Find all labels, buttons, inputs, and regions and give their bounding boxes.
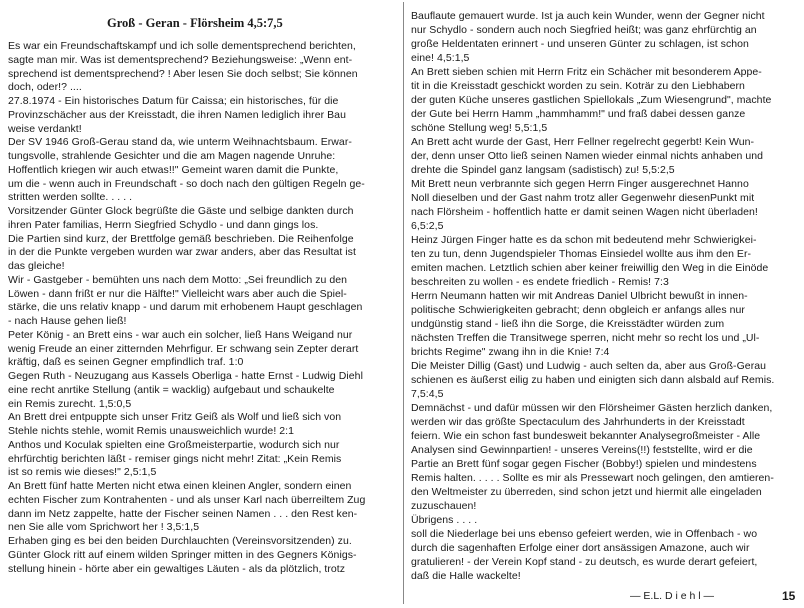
text-line: An Brett acht wurde der Gast, Herr Fellner regelrecht gegerbt! Kein Wun- [411, 136, 755, 148]
text-line: emiten machen. Letztlich schien aber keiner freiwillig den Weg in die Einöde [411, 262, 769, 274]
text-line: undgünstig stand - ließ ihn die Sorge, die Kreisstädter würden zum [411, 318, 725, 330]
text-line: schöne Stellung weg! 5,5:1,5 [411, 122, 548, 134]
text-line: stritten werden sollte. . . . . [8, 191, 133, 204]
text-line: soll die Niederlage bei uns ebenso gefeiert werden, wie in Offenbach - wo [411, 528, 758, 540]
text-line: zuzuschauen! [411, 500, 477, 512]
text-line: nur Schydlo - sondern auch noch Siegfried heißt; was ganz ehrfürchtig an [411, 24, 757, 36]
text-line: Wir - Gastgeber - bemühten uns nach dem Motto: „Sei freundlich zu den [8, 273, 348, 286]
column-divider [403, 2, 404, 604]
text-line: Provinzschächer aus der Kreisstadt, die ihren Namen lediglich ihrer Bau [8, 108, 346, 121]
text-line: sprechend ist dementsprechend? ! Aber lesen Sie doch selbst; Sie können [8, 67, 358, 80]
text-line: echten Fischer zum Kontrahenten - und als unser Karl nach überreiltem Zug [8, 493, 366, 506]
text-line: der guten Küche unseres gastlichen Spiellokals „Zum Wiesengrund", machte [411, 94, 772, 106]
text-line: eine recht anrtike Stellung (antik = wacklig) aufgebaut und schaukelte [8, 383, 335, 396]
text-line: Es war ein Freundschaftskampf und ich solle dementsprechend berichten, [8, 40, 356, 52]
text-line: weise verdankt! [8, 122, 82, 135]
text-line: An Brett fünf hatte Merten nicht etwa einen kleinen Angler, sondern einen [8, 480, 352, 492]
text-line: tit in die Kreisstadt geschickt worden zu sein. Koträr zu den Liebhabern [411, 80, 745, 92]
text-line: um die - wenn auch in Freundschaft - so doch nach den gültigen Regeln ge- [8, 177, 365, 190]
text-line: Anthos und Koculak spielten eine Großmeisterpartie, wodurch sich nur [8, 438, 340, 451]
author-signature: — E.L. D i e h l — [630, 590, 715, 602]
text-line: wenig Freude an einer zitternden Mehrfigur. Er schwang sein Zepter derart [8, 342, 359, 355]
article-title: Groß - Geran - Flörsheim 4,5:7,5 [107, 16, 283, 30]
text-line: 6,5:2,5 [411, 220, 444, 232]
text-line: tungsvolle, strahlende Gesichter und die am Magen nagende Unruhe: [8, 150, 336, 162]
text-line: ist so remis wie dieses!" 2,5:1,5 [8, 466, 157, 479]
text-line: beschreiten zu wollen - es endete friedlich - Remis! 7:3 [411, 276, 669, 288]
text-line: der Gute bei Herrn Hamm „hammhamm!" und fraß dabei dessen ganze [411, 108, 746, 120]
text-line: doch, oder!? .... [8, 81, 82, 94]
text-line: ten zu tun, denn Jugendspieler Thomas Einsiedel wollte aus ihm den Er- [411, 248, 752, 260]
text-line: nach Flörsheim - hoffentlich hatte er damit seinen Wagen nicht überladen! [411, 206, 758, 218]
page-number: 15 [782, 589, 796, 603]
text-line: Peter König - an Brett eins - war auch ein solcher, ließ Hans Weigand nur [8, 328, 353, 341]
text-line: ehrfürchtig berichten läßt - remiser gings nicht mehr! Zitat: „Kein Remis [8, 452, 342, 465]
text-line: gratulieren! - der Verein Kopf stand - zu deutsch, es wurde derart gefeiert, [411, 556, 758, 568]
text-line: 27.8.1974 - Ein historisches Datum für Caissa; ein historisches, für die [8, 95, 339, 107]
text-line: schienen es äußerst eilig zu haben und einigten sich dann alsbald auf Remis. [411, 374, 775, 386]
text-line: durch die sagenhaften Erfolge einer dort ansässigen Amazone, auch wir [411, 542, 750, 554]
text-line: Die Partien sind kurz, der Brettfolge gemäß beschrieben. Die Reihenfolge [8, 232, 354, 245]
text-line: kräftig, daß es seinen Gegner empfindlich traf. 1:0 [8, 356, 244, 369]
text-line: Die Meister Dillig (Gast) und Ludwig - auch selten da, aber aus Groß-Gerau [411, 360, 767, 372]
text-line: werden wir das größte Spectaculum des Jahrhunderts in der Kreisstadt [411, 416, 745, 428]
text-line: Stehle nichts stehle, womit Remis unausweichlich wurde! 2:1 [8, 425, 294, 437]
text-line: An Brett sieben schien mit Herrn Fritz ein Schächer mit besonderem Appe- [411, 66, 762, 78]
text-line: ihren Pater familias, Herrn Siegfried Schydlo - und dann gings los. [8, 218, 319, 231]
text-line: stellung hinein - hörte aber ein gewaltiges Läuten - als da plötzlich, trotz [8, 562, 346, 575]
text-line: der, denn unser Otto ließ seinen Namen wieder einmal nichts anhaben und [411, 150, 764, 162]
text-line: 7,5:4,5 [411, 388, 444, 400]
text-line: Analysen sind Gewinnpartien! - unseres Vereins(!!) feststellte, wird er die [411, 444, 753, 456]
text-line: Löwen - dann frißt er nur die Hälfte!" Vielleicht wars aber auch die Spiel- [8, 287, 347, 300]
text-line: sagte man mir. Was ist dementsprechend? Beziehungsweise: „Wenn ent- [8, 53, 353, 66]
text-line: drehte die Spindel ganz langsam (sadistisch) zu! 5,5:2,5 [411, 164, 675, 176]
text-line: ein Remis zurecht. 1,5:0,5 [8, 397, 132, 410]
text-line: Remis halten. . . . . Sollte es mir als Pressewart noch gelingen, den amtieren- [411, 472, 774, 484]
text-line: Heinz Jürgen Finger hatte es da schon mit bedeutend mehr Schwierigkei- [411, 234, 757, 246]
text-line: den Weltmeister zu überreden, sind schon jetzt und hiermit alle eingeladen [411, 486, 762, 498]
text-line: in der die Punkte vergeben wurden war zwar anders, aber das Resultat ist [8, 246, 356, 259]
text-line: brichts Regime" zwang ihn in die Knie! 7:4 [411, 346, 610, 358]
text-line: daß die Halle wackelte! [411, 570, 521, 582]
text-line: An Brett drei entpuppte sich unser Fritz Geiß als Wolf und ließ sich von [8, 411, 342, 424]
text-line: Vorsitzender Günter Glock begrüßte die Gäste und selbige dankten durch [8, 205, 354, 217]
text-line: Partie an Brett fünf sogar gegen Fischer (Bobby!) spielen und mindestens [411, 458, 757, 470]
text-line: politische Schwierigkeiten gebracht; denn obgleich er anfangs alles nur [411, 304, 745, 316]
text-line: eine! 4,5:1,5 [411, 52, 470, 64]
text-line: Herrn Neumann hatten wir mit Andreas Daniel Ulbricht bewußt in innen- [411, 290, 748, 302]
text-line: Erhaben ging es bei den beiden Durchlauchten (Vereinsvorsitzenden) zu. [8, 535, 352, 547]
text-line: Hoffentlich kriegen wir auch etwas!!" Gemeint waren damit die Punkte, [8, 163, 339, 176]
text-line: dann im Netz zappelte, hatte der Fischer seinen Namen . . . den Rest ken- [8, 507, 358, 520]
text-line: große Heldentaten erinnert - und unseren Günter zu schlagen, ist schon [411, 38, 749, 50]
text-line: nächsten Treffen die Transitwege sperren, nicht mehr so recht los und „Ul- [411, 332, 760, 344]
text-line: Gegen Ruth - Neuzugang aus Kassels Oberliga - hatte Ernst - Ludwig Diehl [8, 370, 363, 382]
text-line: Günter Glock ritt auf einem wilden Springer mitten in des Gegners Königs- [8, 548, 357, 561]
text-line: Bauflaute gemauert wurde. Ist ja auch kein Wunder, wenn der Gegner nicht [411, 10, 765, 22]
text-line: Demnächst - und dafür müssen wir den Flörsheimer Gästen herzlich danken, [411, 402, 773, 414]
text-line: stärke, die uns relativ knapp - und darum mit erhobenem Haupt geschlagen [8, 301, 363, 314]
text-line: - nach Hause gehen ließ! [8, 315, 127, 327]
text-line: feiern. Wie ein schon fast bundesweit bekannter Analysegroßmeister - Alle [411, 430, 761, 442]
text-line: Mit Brett neun verbrannte sich gegen Herrn Finger ausgerechnet Hanno [411, 178, 749, 190]
text-line: nen Sie alle vom Sprichwort her ! 3,5:1,5 [8, 521, 200, 534]
text-line: Der SV 1946 Groß-Gerau stand da, wie unterm Weihnachtsbaum. Erwar- [8, 136, 352, 149]
text-line: Übrigens . . . . [411, 514, 478, 526]
text-line: das gleiche! [8, 260, 65, 272]
text-line: Noll dieselben und der Gast nahm trotz aller Gegenwehr diesenPunkt mit [411, 192, 755, 204]
